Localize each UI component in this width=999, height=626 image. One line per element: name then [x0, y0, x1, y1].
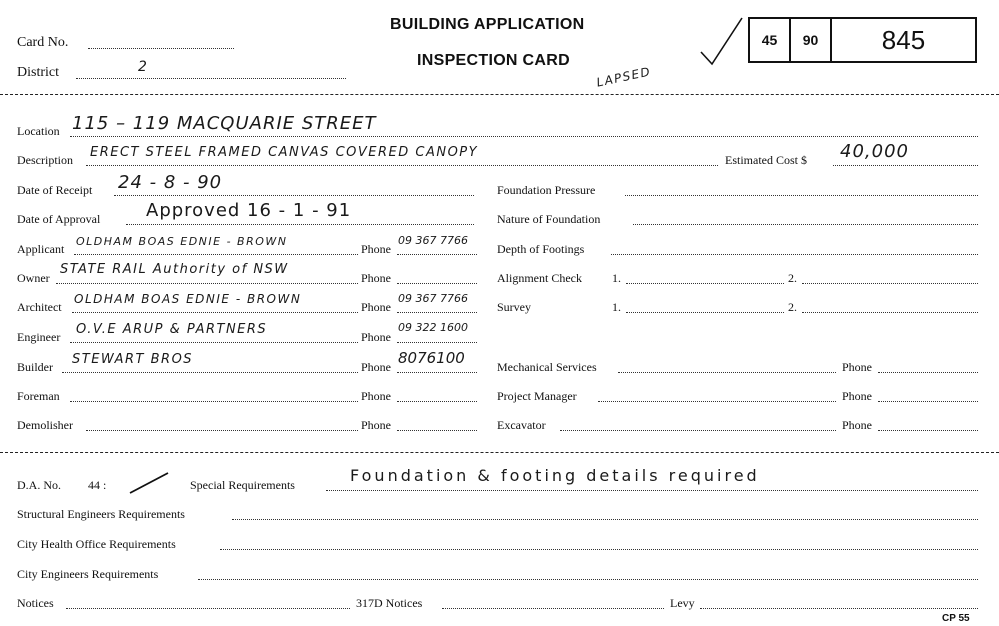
foreman-field[interactable] [70, 401, 358, 402]
card-no-field[interactable] [88, 48, 234, 49]
file-number-cell: 45 [761, 32, 778, 48]
estimated-cost-value: 40,000 [840, 141, 909, 162]
divider [0, 452, 999, 453]
levy-field[interactable] [700, 608, 978, 609]
estimated-cost-label: Estimated Cost $ [725, 153, 807, 167]
builder-phone-value: 8076100 [398, 349, 465, 367]
nature-of-foundation-field[interactable] [633, 224, 978, 225]
city-health-office-field[interactable] [220, 549, 978, 550]
location-value: 115 – 119 MACQUARIE STREET [72, 113, 377, 134]
engineer-phone-value: 09 322 1600 [398, 321, 468, 334]
form-code: CP 55 [942, 613, 970, 624]
special-requirements-field[interactable] [326, 490, 978, 491]
excavator-phone-label: Phone [842, 418, 872, 432]
project-manager-phone-field[interactable] [878, 401, 978, 402]
alignment-check-item-2: 2. [788, 271, 797, 285]
mechanical-services-label: Mechanical Services [497, 360, 597, 374]
alignment-check-field-1[interactable] [626, 283, 784, 284]
depth-of-footings-label: Depth of Footings [497, 242, 585, 256]
city-engineers-field[interactable] [198, 579, 978, 580]
district-field[interactable] [76, 78, 346, 79]
mechanical-services-phone-label: Phone [842, 360, 872, 374]
lapsed-note: LAPSED [595, 64, 653, 90]
card-title: BUILDING APPLICATION [390, 16, 585, 33]
foreman-phone-label: Phone [361, 389, 391, 403]
foundation-pressure-field[interactable] [625, 195, 978, 196]
owner-label: Owner [17, 271, 50, 285]
survey-field-1[interactable] [626, 312, 784, 313]
project-manager-phone-label: Phone [842, 389, 872, 403]
survey-item-1: 1. [612, 300, 621, 314]
city-engineers-label: City Engineers Requirements [17, 567, 159, 581]
project-manager-label: Project Manager [497, 389, 577, 403]
special-requirements-value: Foundation & footing details required [350, 466, 760, 485]
alignment-check-item-1: 1. [612, 271, 621, 285]
owner-phone-field[interactable] [397, 283, 477, 284]
description-value: ERECT STEEL FRAMED CANVAS COVERED CANOPY [90, 145, 479, 160]
file-number-box [748, 17, 977, 63]
applicant-value: OLDHAM BOAS EDNIE - BROWN [76, 235, 288, 248]
slash-mark-icon [128, 470, 170, 496]
notices-label: Notices [17, 596, 54, 610]
architect-value: OLDHAM BOAS EDNIE - BROWN [74, 292, 302, 306]
foreman-label: Foreman [17, 389, 60, 403]
nature-of-foundation-label: Nature of Foundation [497, 212, 601, 226]
excavator-field[interactable] [560, 430, 836, 431]
survey-item-2: 2. [788, 300, 797, 314]
location-label: Location [17, 124, 60, 138]
engineer-phone-label: Phone [361, 330, 391, 344]
mechanical-services-field[interactable] [618, 372, 836, 373]
date-of-receipt-field[interactable] [114, 195, 474, 196]
applicant-phone-value: 09 367 7766 [398, 234, 468, 247]
levy-label: Levy [670, 596, 695, 610]
demolisher-label: Demolisher [17, 418, 73, 432]
demolisher-phone-field[interactable] [397, 430, 477, 431]
architect-phone-field[interactable] [397, 312, 477, 313]
date-of-approval-field[interactable] [126, 224, 474, 225]
mechanical-services-phone-field[interactable] [878, 372, 978, 373]
engineer-phone-field[interactable] [397, 342, 477, 343]
applicant-phone-field[interactable] [397, 254, 477, 255]
district-value: 2 [138, 59, 149, 75]
structural-engineers-label: Structural Engineers Requirements [17, 507, 185, 521]
file-number-cell: 845 [881, 24, 926, 55]
alignment-check-field-2[interactable] [802, 283, 978, 284]
notices-317d-field[interactable] [442, 608, 664, 609]
alignment-check-label: Alignment Check [497, 271, 582, 285]
district-label: District [17, 65, 59, 80]
owner-value: STATE RAIL Authority of NSW [60, 262, 289, 277]
foreman-phone-field[interactable] [397, 401, 477, 402]
structural-engineers-field[interactable] [232, 519, 978, 520]
card-no-label: Card No. [17, 35, 69, 50]
checkmark-icon [698, 14, 746, 68]
engineer-value: O.V.E ARUP & PARTNERS [76, 322, 268, 337]
description-label: Description [17, 153, 73, 167]
demolisher-field[interactable] [86, 430, 358, 431]
description-field[interactable] [86, 165, 718, 166]
depth-of-footings-field[interactable] [611, 254, 978, 255]
divider [0, 94, 999, 95]
estimated-cost-field[interactable] [833, 165, 978, 166]
architect-phone-label: Phone [361, 300, 391, 314]
engineer-label: Engineer [17, 330, 61, 344]
applicant-label: Applicant [17, 242, 65, 256]
foundation-pressure-label: Foundation Pressure [497, 183, 596, 197]
owner-phone-label: Phone [361, 271, 391, 285]
excavator-phone-field[interactable] [878, 430, 978, 431]
notices-field[interactable] [66, 608, 350, 609]
da-no-label: D.A. No. [17, 478, 61, 492]
engineer-field[interactable] [70, 342, 358, 343]
applicant-phone-label: Phone [361, 242, 391, 256]
applicant-field[interactable] [74, 254, 358, 255]
survey-label: Survey [497, 300, 531, 314]
builder-value: STEWART BROS [72, 352, 194, 367]
architect-phone-value: 09 367 7766 [398, 292, 468, 305]
location-field[interactable] [70, 136, 978, 137]
builder-phone-field[interactable] [397, 372, 477, 373]
architect-field[interactable] [72, 312, 358, 313]
builder-field[interactable] [62, 372, 358, 373]
date-of-approval-value: Approved 16 - 1 - 91 [146, 200, 352, 221]
builder-label: Builder [17, 360, 53, 374]
excavator-label: Excavator [497, 418, 546, 432]
notices-317d-label: 317D Notices [356, 596, 423, 610]
card-subtitle: INSPECTION CARD [417, 52, 570, 69]
demolisher-phone-label: Phone [361, 418, 391, 432]
file-number-cell: 90 [802, 32, 819, 48]
da-no-value: 44 : [88, 478, 107, 492]
survey-field-2[interactable] [802, 312, 978, 313]
date-of-approval-label: Date of Approval [17, 212, 101, 226]
owner-field[interactable] [56, 283, 358, 284]
special-requirements-label: Special Requirements [190, 478, 295, 492]
city-health-office-label: City Health Office Requirements [17, 537, 176, 551]
builder-phone-label: Phone [361, 360, 391, 374]
date-of-receipt-value: 24 - 8 - 90 [118, 172, 223, 193]
project-manager-field[interactable] [598, 401, 836, 402]
architect-label: Architect [17, 300, 62, 314]
date-of-receipt-label: Date of Receipt [17, 183, 93, 197]
